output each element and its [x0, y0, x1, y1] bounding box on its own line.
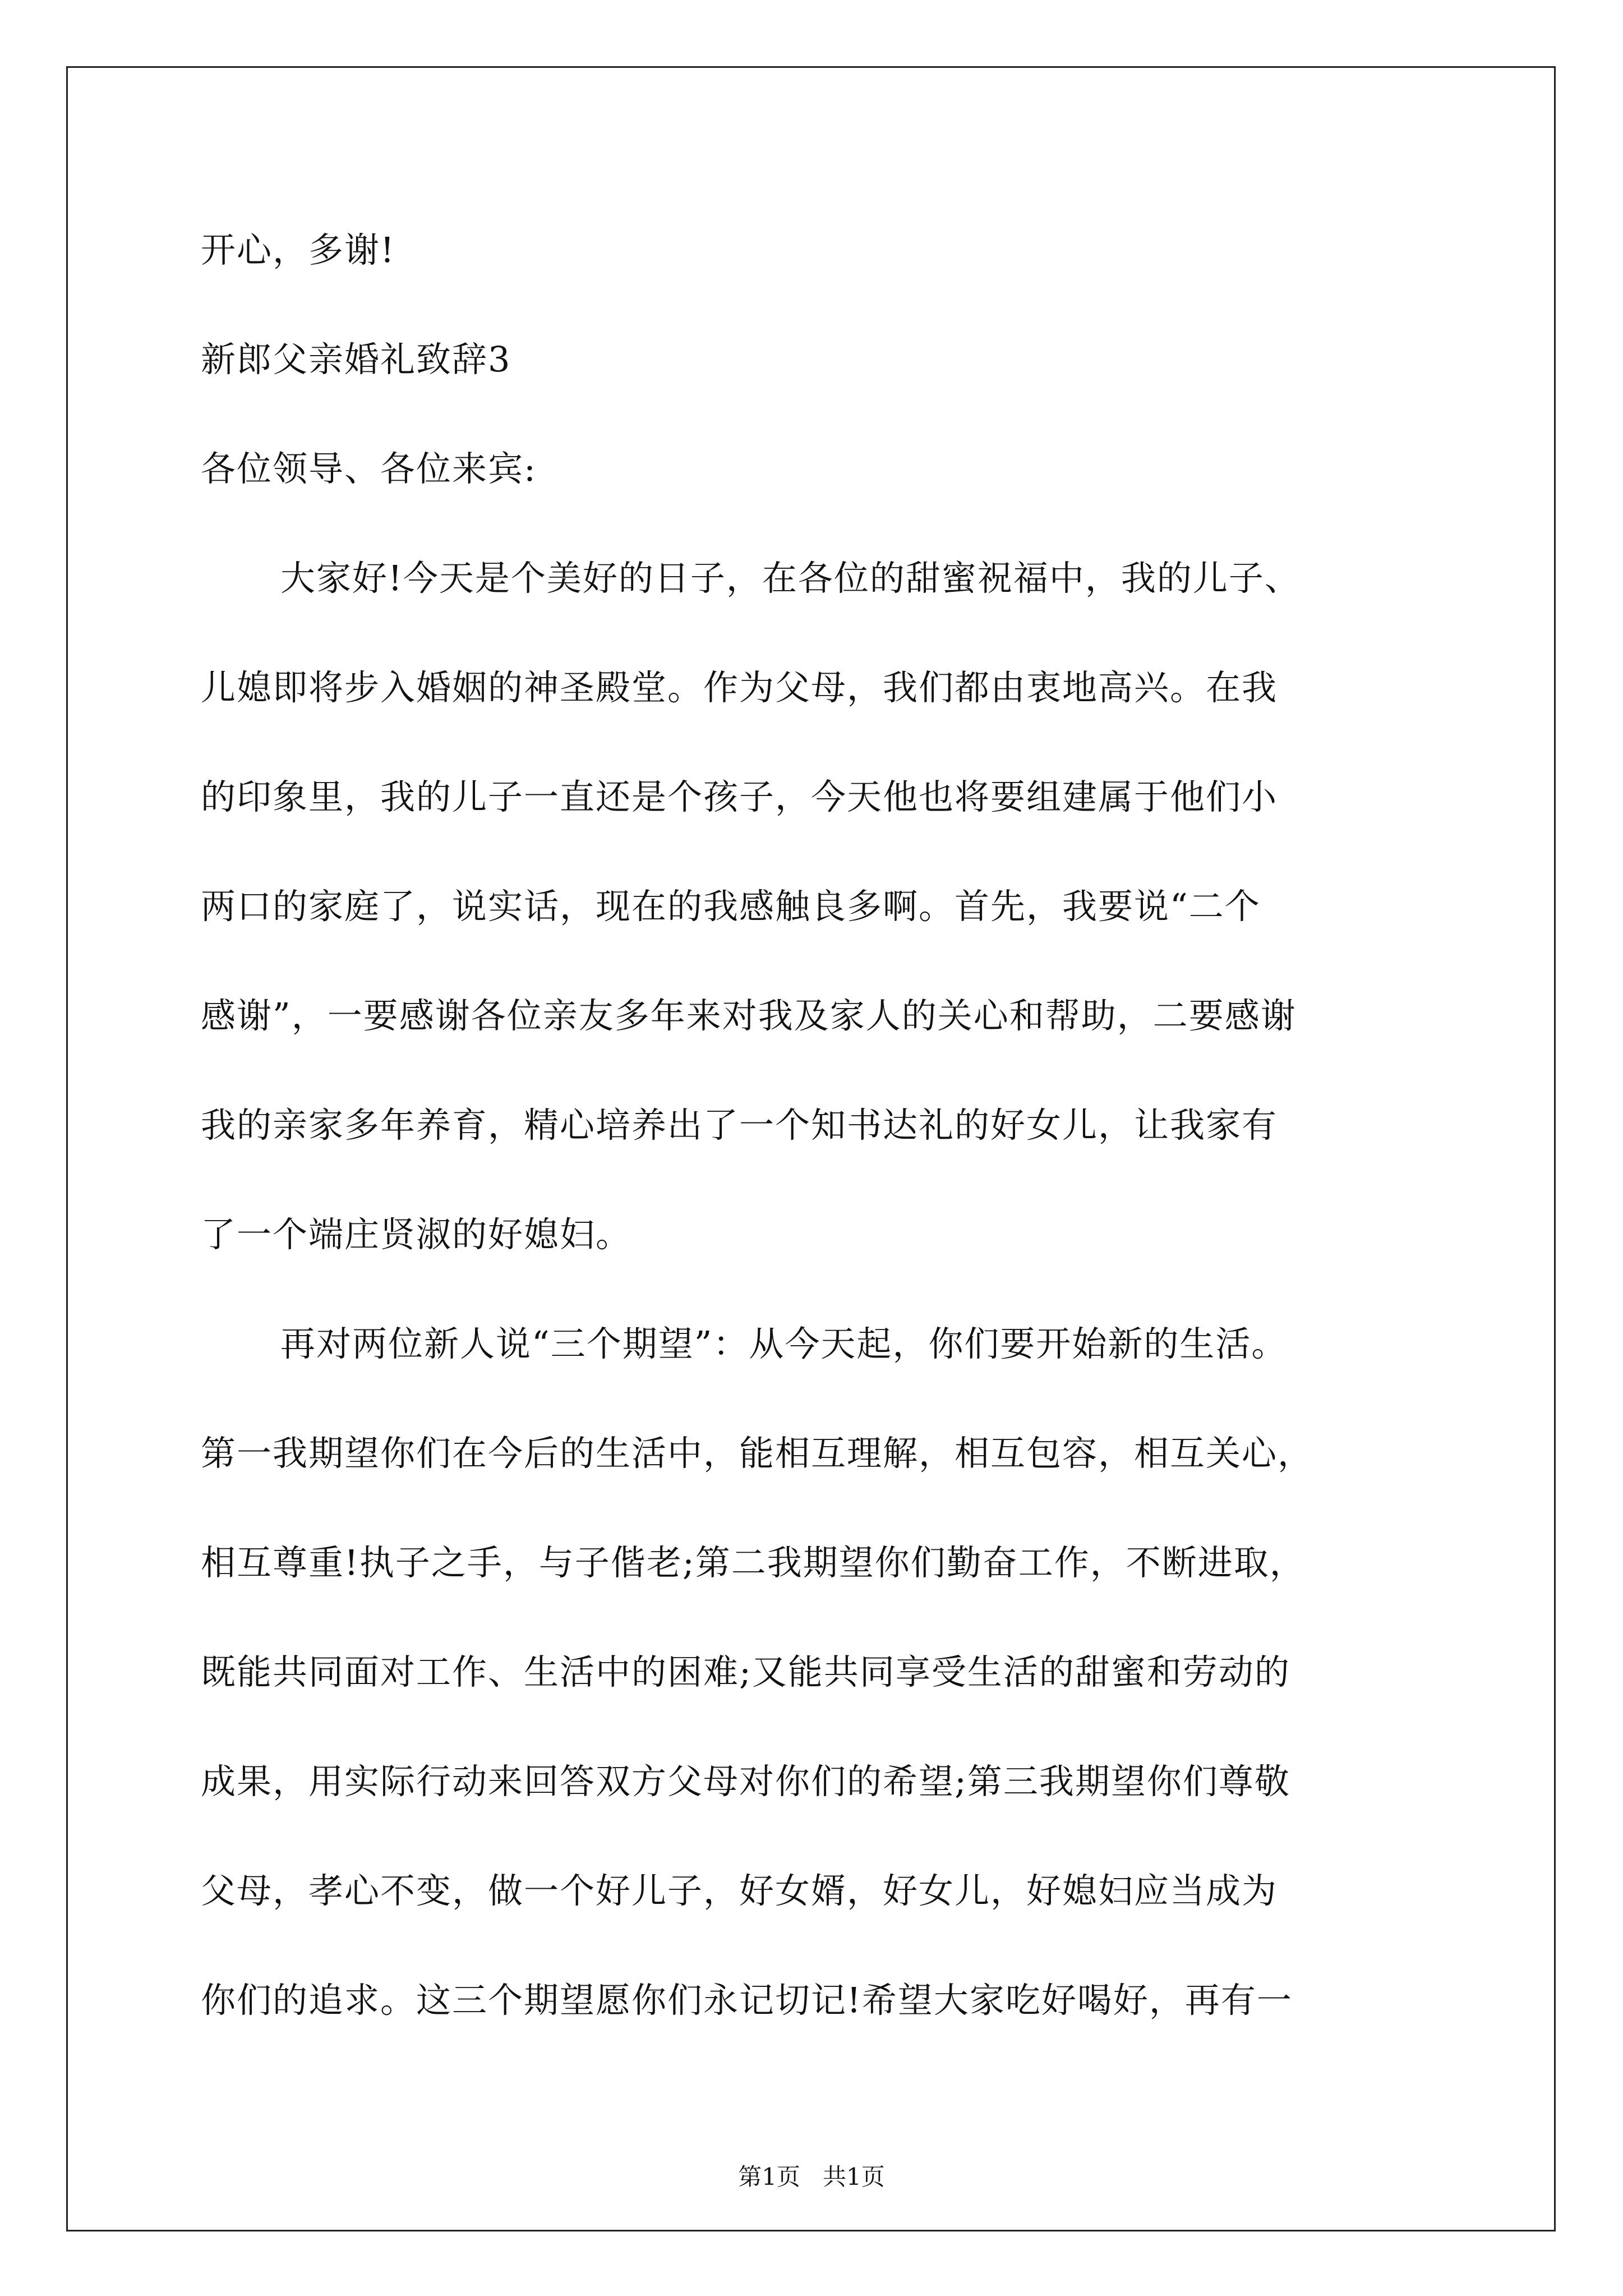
paragraph-line: 两口的家庭了，说实话，现在的我感触良多啊。首先，我要说“二个: [201, 886, 1261, 927]
paragraph-line: 相互尊重!执子之手，与子偕老;第二我期望你们勤奋工作，不断进取，: [201, 1542, 1306, 1583]
paragraph-line: 的印象里，我的儿子一直还是个孩子，今天他也将要组建属于他们小: [201, 776, 1278, 817]
paragraph-line: 再对两位新人说“三个期望”：从今天起，你们要开始新的生活。: [280, 1323, 1288, 1364]
paragraph-line: 第一我期望你们在今后的生活中，能相互理解，相互包容，相互关心，: [201, 1433, 1314, 1474]
paragraph-line: 既能共同面对工作、生活中的困难;又能共同享受生活的甜蜜和劳动的: [201, 1651, 1290, 1692]
paragraph-line: 父母，孝心不变，做一个好儿子，好女婿，好女儿，好媳妇应当成为: [201, 1870, 1278, 1911]
paragraph-line: 了一个端庄贤淑的好媳妇。: [201, 1214, 632, 1255]
paragraph-line: 你们的追求。这三个期望愿你们永记切记!希望大家吃好喝好，再有一: [201, 1980, 1293, 2021]
salutation: 各位领导、各位来宾:: [201, 448, 537, 489]
paragraph-line: 大家好!今天是个美好的日子，在各位的甜蜜祝福中，我的儿子、: [280, 558, 1301, 599]
paragraph-line: 儿媳即将步入婚姻的神圣殿堂。作为父母，我们都由衷地高兴。在我: [201, 667, 1278, 708]
paragraph-line: 成果，用实际行动来回答双方父母对你们的希望;第三我期望你们尊敬: [201, 1761, 1290, 1802]
paragraph-line: 感谢”，一要感谢各位亲友多年来对我及家人的关心和帮助，二要感谢: [201, 995, 1297, 1036]
page-footer: 第1页 共1页: [738, 2163, 885, 2191]
paragraph-line: 我的亲家多年养育，精心培养出了一个知书达礼的好女儿，让我家有: [201, 1105, 1278, 1145]
section-heading: 新郎父亲婚礼致辞3: [201, 339, 511, 380]
text-line-closing: 开心，多谢!: [201, 229, 395, 270]
